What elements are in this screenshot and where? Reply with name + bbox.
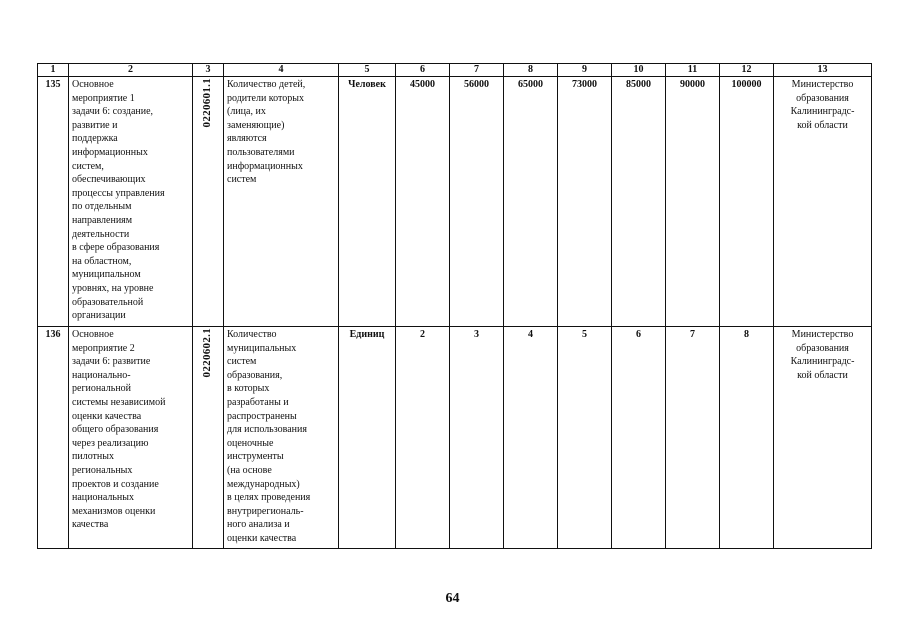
value-cell: 2: [396, 327, 450, 549]
data-table: [37, 63, 872, 549]
responsible-party: Министерство образования Калининградс- кой области: [774, 327, 872, 549]
header-cell: 12: [720, 64, 774, 77]
value-cell: 65000: [504, 77, 558, 327]
responsible-party: Министерство образования Калининградс- кой области: [774, 77, 872, 327]
unit: Единиц: [339, 327, 396, 549]
event-code: 0220602.1: [201, 328, 214, 378]
row-number: 136: [38, 327, 69, 549]
indicator-description: Количество муниципальных систем образования, в которых разработаны и распространены для использования оценочные инструменты (на основе международных) в целях проведения внутрирегиональ- ного анализа и оценки качества: [224, 327, 339, 549]
header-cell: 5: [339, 64, 396, 77]
code-cell: [193, 77, 224, 327]
value-cell: 8: [720, 327, 774, 549]
header-cell: 7: [450, 64, 504, 77]
value-cell: 100000: [720, 77, 774, 327]
value-cell: 4: [504, 327, 558, 549]
code-cell: [193, 327, 224, 549]
value-cell: 90000: [666, 77, 720, 327]
row-number: 135: [38, 77, 69, 327]
header-cell: 3: [193, 64, 224, 77]
event-code: 0220601.1: [201, 78, 214, 128]
header-cell: 13: [774, 64, 872, 77]
header-cell: 11: [666, 64, 720, 77]
event-description: Основное мероприятие 1 задачи 6: создание, развитие и поддержка информационных систем, обеспечивающих процессы управления по отдельным направлениям деятельности в сфере образования на областном, муниципальном уровнях, на уровне образовательной организации: [69, 77, 193, 327]
value-cell: 85000: [612, 77, 666, 327]
header-cell: 9: [558, 64, 612, 77]
header-row: [38, 64, 872, 77]
header-cell: 8: [504, 64, 558, 77]
header-cell: 6: [396, 64, 450, 77]
value-cell: 5: [558, 327, 612, 549]
table-row: [38, 77, 872, 327]
unit: Человек: [339, 77, 396, 327]
value-cell: 56000: [450, 77, 504, 327]
value-cell: 3: [450, 327, 504, 549]
header-cell: 1: [38, 64, 69, 77]
header-cell: 10: [612, 64, 666, 77]
indicator-description: Количество детей, родители которых (лица, их заменяющие) являются пользователями информационных систем: [224, 77, 339, 327]
value-cell: 45000: [396, 77, 450, 327]
value-cell: 7: [666, 327, 720, 549]
table-row: [38, 327, 872, 549]
header-cell: 2: [69, 64, 193, 77]
page-number: 64: [445, 591, 460, 606]
event-description: Основное мероприятие 2 задачи 6: развитие национально- региональной системы независимой оценки качества общего образования через реализацию пилотных региональных проектов и создание национальных механизмов оценки качества: [69, 327, 193, 549]
header-cell: 4: [224, 64, 339, 77]
value-cell: 6: [612, 327, 666, 549]
value-cell: 73000: [558, 77, 612, 327]
